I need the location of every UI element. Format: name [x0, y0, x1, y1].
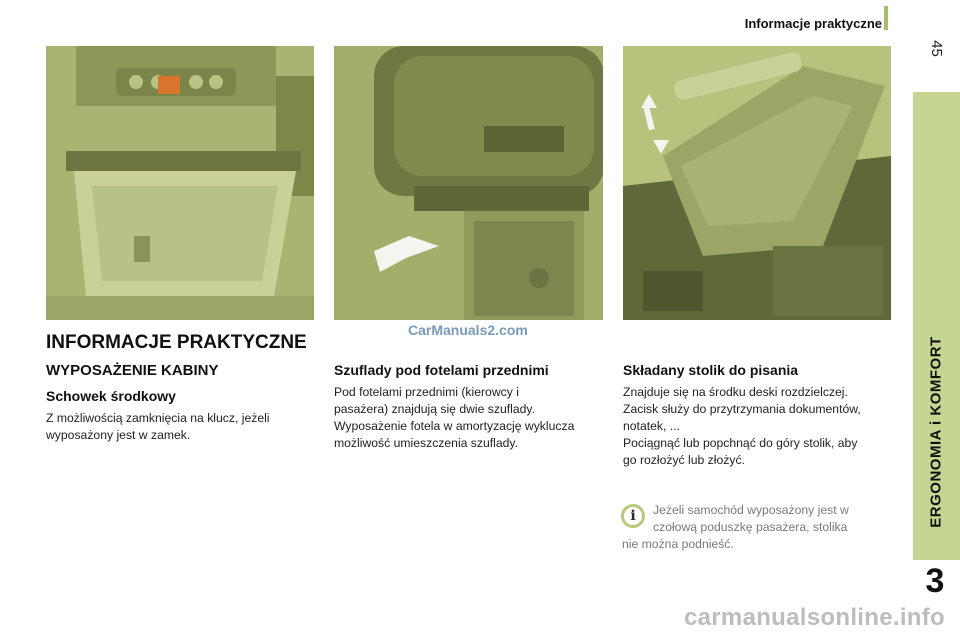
photo-folding-table-illustration [623, 46, 891, 320]
chapter-side-tab-label: ERGONOMIA i KOMFORT [927, 336, 945, 528]
text-line: Wyposażenie fotela w amortyzację wyklucza [334, 419, 575, 433]
heading-central-storage: Schowek środkowy [46, 388, 176, 404]
text-line: możliwość umieszczenia szuflady. [334, 436, 519, 450]
text-line: Pod fotelami przednimi (kierowcy i [334, 385, 519, 399]
info-note-line: czołową poduszkę pasażera, stolika [653, 520, 848, 534]
text-line: Zacisk służy do przytrzymania dokumentów, [623, 402, 861, 416]
text-line: Pociągnąć lub popchnąć do góry stolik, aby [623, 436, 858, 450]
watermark-carmanualsonline: carmanualsonline.info [684, 604, 946, 631]
header-rule [884, 6, 888, 30]
chapter-number: 3 [925, 562, 945, 600]
heading-folding-table: Składany stolik do pisania [623, 362, 799, 378]
info-note-line: nie można podnieść. [622, 537, 734, 551]
text-folding-table [623, 384, 895, 469]
photo-folding-table [623, 46, 891, 320]
text-line: notatek, ... [623, 419, 680, 433]
text-line: wyposażony jest w zamek. [46, 428, 191, 442]
text-line: pasażera) znajdują się dwie szuflady. [334, 402, 535, 416]
info-note-line: Jeżeli samochód wyposażony jest w [653, 503, 849, 517]
watermark-carmanuals2: CarManuals2.com [408, 322, 528, 338]
text-line: Z możliwością zamknięcia na klucz, jeżeli [46, 411, 270, 425]
info-note [622, 502, 882, 553]
section-header-title: Informacje praktyczne [744, 16, 882, 31]
text-line: Znajduje się na środku deski rozdzielczej. [623, 385, 848, 399]
info-icon: i [621, 504, 645, 528]
text-central-storage [46, 410, 316, 444]
text-seat-drawers [334, 384, 606, 452]
photo-central-storage [46, 46, 314, 320]
page-number: 45 [927, 40, 945, 57]
photo-central-storage-illustration [46, 46, 314, 320]
section-subtitle: WYPOSAŻENIE KABINY [46, 362, 219, 379]
text-line: go rozłożyć lub złożyć. [623, 453, 745, 467]
heading-seat-drawers: Szuflady pod fotelami przednimi [334, 362, 549, 378]
photo-seat-drawer [334, 46, 603, 320]
page-title: INFORMACJE PRAKTYCZNE [46, 332, 307, 353]
photo-seat-drawer-illustration [334, 46, 603, 320]
